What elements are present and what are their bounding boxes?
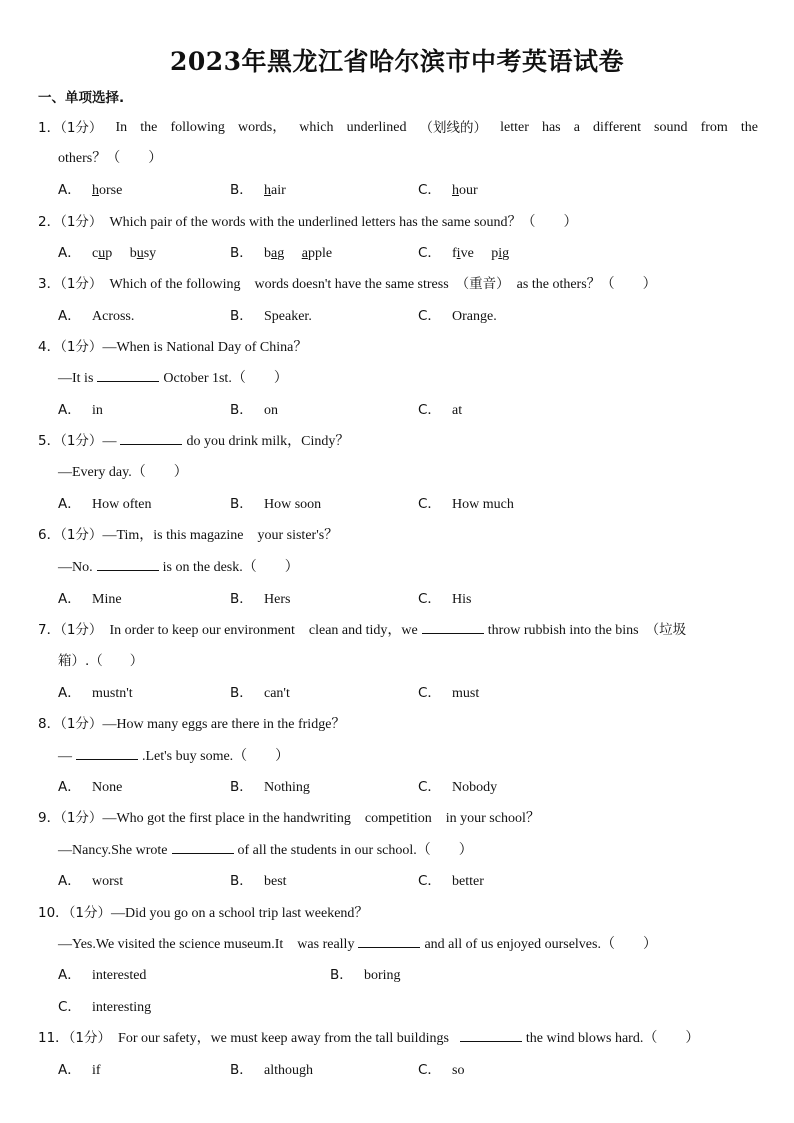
text-span: Nothing [264,780,310,795]
text-span: 9．（1分） [38,810,103,826]
option-letter: A． [58,967,81,983]
word: the [140,120,158,135]
question-5-answer: —Every day.（ ） [58,465,188,480]
text-span: —How many eggs are there in the fridge？ [102,717,346,732]
text-span: 箱）.（ ） [58,653,144,669]
question-number: 1．（1分） [38,120,103,136]
answer-blank [422,619,484,634]
question-7 [38,619,758,641]
text-span: h [452,183,459,198]
text-span: —It is [58,371,94,386]
text-span: although [264,1063,313,1078]
text-span: 7．（1分） [38,622,103,638]
word: has [541,120,561,135]
question-8 [38,713,758,735]
text-span: at [452,403,463,418]
text-span: How much [452,497,514,512]
text-span: 11．（1分） [38,1030,112,1046]
text-span: on [264,403,278,418]
question-6-answer [58,556,778,578]
question-2 [38,211,758,233]
option-letter: A． [58,496,81,512]
text-span: boring [364,968,401,983]
option-a [58,682,133,705]
text-span: g [502,246,510,261]
option-a [58,870,123,893]
answer-blank [97,556,159,571]
text-span: 6．（1分） [38,527,103,543]
question-9-answer [58,839,778,861]
text-span: Mine [92,592,122,607]
text-span: so [452,1063,465,1078]
word: a [573,120,580,135]
word: （划线的） [419,120,488,136]
option-letter: C． [418,245,441,261]
text-span: October 1st.（ ） [163,371,288,386]
question-3 [38,273,758,295]
option-letter: C． [418,779,441,795]
question-10 [38,902,758,924]
text-span: a [301,246,308,261]
answer-blank [120,430,182,445]
text-span: pple [307,246,333,261]
question-9 [38,807,758,829]
option-a [58,588,122,611]
option-letter: B． [230,182,253,198]
text-span: mustn't [92,686,133,701]
answer-blank [460,1027,522,1042]
text-span: Which of the following words doesn't have the same stress [109,277,449,292]
option-letter: B． [330,967,353,983]
text-span: a [271,246,278,261]
text-span: as the others？（ ） [516,277,657,292]
text-span: interesting [92,1000,152,1015]
option-letter: C． [418,308,441,324]
option-letter: A． [58,873,81,889]
option-letter: C． [418,182,441,198]
text-span: best [264,874,287,889]
option-c [418,179,478,202]
answer-blank [358,933,420,948]
question-4-answer [58,367,778,389]
option-letter: A． [58,245,81,261]
text-span: u [98,246,106,261]
text-span: （垃圾 [645,622,687,638]
option-b [330,964,401,987]
option-b [230,242,332,265]
word: letter [500,120,529,135]
answer-blank [76,745,138,760]
section-heading: 一、单项选择. [38,90,125,106]
option-a [58,493,152,516]
option-letter: C． [58,999,81,1015]
text-span: i [456,246,461,261]
text-span: b [264,246,271,261]
text-span: How often [92,497,152,512]
text-span: Orange. [452,309,497,324]
option-letter: C． [418,496,441,512]
exam-title: 2023年黑龙江省哈尔滨市中考英语试卷 [169,47,625,76]
option-letter: A． [58,182,81,198]
option-b [230,1059,313,1082]
option-letter: A． [58,591,81,607]
option-c [418,305,497,328]
option-c [418,493,514,516]
option-b [230,776,310,799]
option-letter: A． [58,402,81,418]
question-8-answer [58,745,778,767]
question-5 [38,430,758,452]
option-letter: C． [418,685,441,701]
option-letter: B． [230,873,253,889]
word: from [700,120,728,135]
text-span: Hers [264,592,291,607]
text-span: 10．（1分） [38,905,112,921]
text-span: f [452,246,457,261]
option-b [230,870,287,893]
text-span: 8．（1分） [38,716,103,732]
text-span: p b [105,246,137,261]
option-letter: A． [58,1062,81,1078]
option-c [418,588,471,611]
text-span: Speaker. [264,309,312,324]
option-letter: B． [230,402,253,418]
text-span: Across. [92,309,135,324]
word: which [299,120,334,135]
text-span: orse [99,183,123,198]
option-b [230,305,312,328]
word: sound [654,120,688,135]
text-span: h [264,183,271,198]
option-a [58,179,122,202]
text-span: 2．（1分） [38,214,103,230]
option-a [58,1059,101,1082]
option-letter: B． [230,245,253,261]
text-span: （重音） [455,276,510,292]
text-span: — [102,434,117,449]
option-letter: B． [230,591,253,607]
question-4 [38,336,758,358]
text-span: throw rubbish into the bins [487,623,639,638]
question-1-cont: others？（ ） [58,151,163,166]
word: different [593,120,641,135]
option-a [58,776,122,799]
text-span: —Tim，is this magazine your sister's？ [102,528,339,543]
text-span: air [271,183,286,198]
text-span: our [459,183,478,198]
text-span: in [92,403,103,418]
text-span: For our safety，we must keep away from the tall buildings [118,1031,449,1046]
option-letter: A． [58,685,81,701]
text-span: can't [264,686,290,701]
word: the [740,120,758,135]
option-a [58,399,103,422]
option-letter: B． [230,308,253,324]
option-letter: A． [58,779,81,795]
text-span: Nobody [452,780,498,795]
option-b [230,493,321,516]
text-span: ve p [460,246,499,261]
text-span: —When is National Day of China？ [102,340,308,355]
option-a [58,242,156,265]
text-span: i [498,246,503,261]
option-letter: C． [418,402,441,418]
question-6 [38,524,758,546]
option-b [230,588,290,611]
option-c [418,242,509,265]
text-span: None [92,780,123,795]
option-letter: B． [230,496,253,512]
option-a [58,964,146,987]
option-b [230,682,290,705]
text-span: interested [92,968,147,983]
option-b [230,399,278,422]
text-span: In order to keep our environment clean and tidy，we [109,623,418,638]
option-c [418,682,479,705]
answer-blank [97,367,159,382]
question-11 [38,1027,758,1049]
option-c [418,870,484,893]
text-span: —Who got the first place in the handwriting competition in your school？ [102,811,540,826]
text-span: g [277,246,302,261]
text-span: .Let's buy some.（ ） [142,749,290,764]
answer-blank [172,839,234,854]
text-span: — [58,749,72,764]
option-letter: B． [230,779,253,795]
text-span: Which pair of the words with the underlined letters has the same sound？（ ） [109,215,578,230]
option-letter: C． [418,873,441,889]
text-span: —Nancy.She wrote [58,843,168,858]
text-span: if [92,1063,101,1078]
text-span: is on the desk.（ ） [162,560,299,575]
text-span: h [92,183,99,198]
text-span: sy [143,246,157,261]
word: following [170,120,225,135]
text-span: and all of us enjoyed ourselves.（ ） [424,937,657,952]
option-a [58,305,134,328]
text-span: 3．（1分） [38,276,103,292]
text-span: do you drink milk，Cindy？ [186,434,350,449]
word: In [115,120,128,135]
option-b [230,179,286,202]
option-letter: B． [230,685,253,701]
question-1 [38,117,758,139]
text-span: His [452,592,472,607]
question-7-cont [58,650,778,672]
word: words， [237,120,287,135]
question-10-answer [58,933,778,955]
text-span: —Yes.We visited the science museum.It was really [58,937,355,952]
text-span: u [136,246,144,261]
text-span: 5．（1分） [38,433,103,449]
text-span: worst [92,874,124,889]
option-letter: B． [230,1062,253,1078]
option-c [418,1059,464,1082]
text-span: must [452,686,480,701]
option-letter: C． [418,591,441,607]
option-c [58,996,151,1019]
text-span: better [452,874,484,889]
option-letter: C． [418,1062,441,1078]
word: underlined [346,120,407,135]
text-span: 4．（1分） [38,339,103,355]
text-span: of all the students in our school.（ ） [237,843,473,858]
text-span: the wind blows hard.（ ） [525,1031,700,1046]
option-c [418,399,462,422]
text-span: —No. [58,560,93,575]
text-span: c [92,246,99,261]
option-c [418,776,497,799]
text-span: How soon [264,497,322,512]
option-letter: A． [58,308,81,324]
text-span: —Did you go on a school trip last weekend？ [111,906,369,921]
